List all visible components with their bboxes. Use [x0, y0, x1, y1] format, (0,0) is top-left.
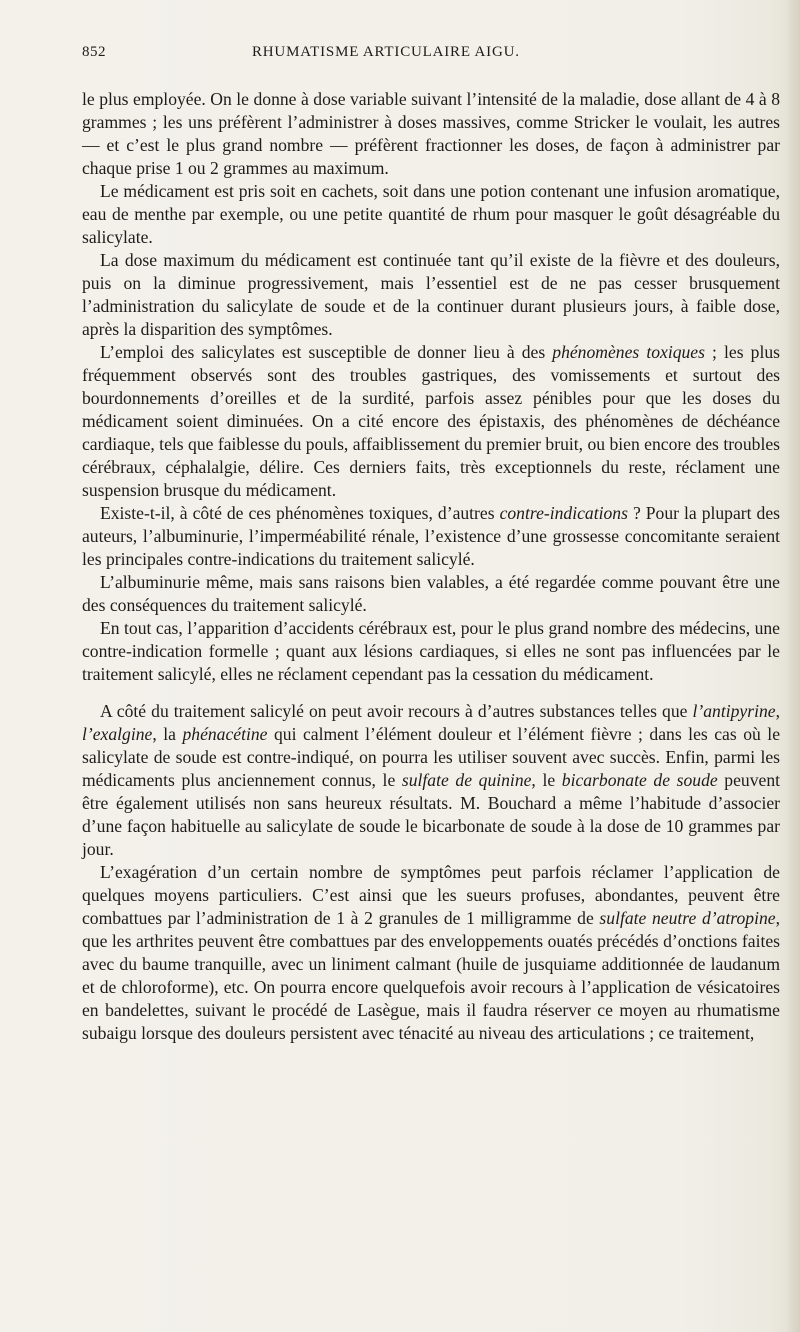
paragraph — [82, 88, 780, 180]
text-run: En tout cas, l’apparition d’accidents cérébraux est, pour le plus grand nombre des médecins, une contre-indication formelle ; quant aux lésions cardiaques, si elles ne sont pas influencées par le traitement salicylé, elles ne réclament cependant pas la cessation du médicament. — [82, 618, 780, 684]
text-run: Le médicament est pris soit en cachets, soit dans une potion contenant une infusion aromatique, eau de menthe par exemple, ou une petite quantité de rhum pour masquer le goût désagréable du salicylate. — [82, 181, 780, 247]
italic-term: contre-indications — [499, 503, 628, 523]
paragraph — [82, 861, 780, 1045]
italic-term: sulfate neutre d’atropine — [599, 908, 776, 928]
paragraph — [82, 180, 780, 249]
body-text — [82, 88, 780, 1045]
text-run: La dose maximum du médicament est continuée tant qu’il existe de la fièvre et des douleurs, puis on la diminue progressivement, mais l’essentiel est de ne pas cesser brusquement l’administration du salicylate de soude et de la continuer durant plusieurs jours, à faible dose, après la disparition des symptômes. — [82, 250, 780, 339]
page-edge-shadow — [786, 0, 800, 1332]
paragraph — [82, 617, 780, 686]
paragraph — [82, 249, 780, 341]
text-run: L’emploi des salicylates est susceptible de donner lieu à des — [100, 342, 553, 362]
text-run: , — [775, 701, 780, 721]
italic-term: l’antipyrine — [692, 701, 776, 721]
paragraph — [82, 502, 780, 571]
paragraph — [82, 700, 780, 861]
page-number: 852 — [82, 44, 106, 60]
text-run: L’albuminurie même, mais sans raisons bien valables, a été regardée comme pouvant être une des conséquences du traitement salicylé. — [82, 572, 780, 615]
text-run: peuvent être également utilisés non sans heureux résultats. M. Bouchard a même l’habitude d’associer d’une façon habituelle au salicylate de soude le bicarbonate de soude à la dose de 10 grammes par jour. — [82, 770, 780, 859]
italic-term: phénacétine — [182, 724, 268, 744]
running-title: RHUMATISME ARTICULAIRE AIGU. — [252, 44, 520, 60]
text-run: le plus employée. On le donne à dose variable suivant l’intensité de la maladie, dose allant de 4 à 8 grammes ; les uns préfèrent l’administrer à doses massives, comme Stricker le voulait, les autres — et c’est le plus grand nombre — préfèrent fractionner les doses, de façon à administrer par chaque prise 1 ou 2 grammes au maximum. — [82, 89, 780, 178]
italic-term: bicarbonate de soude — [561, 770, 718, 790]
page-header — [82, 44, 770, 68]
italic-term: phénomènes toxiques — [552, 342, 705, 362]
text-run: , le — [531, 770, 562, 790]
text-run: A côté du traitement salicylé on peut avoir recours à d’autres substances telles que — [100, 701, 693, 721]
italic-term: sulfate de quinine — [401, 770, 532, 790]
text-run: , la — [152, 724, 183, 744]
text-run: Existe-t-il, à côté de ces phénomènes toxiques, d’autres — [100, 503, 500, 523]
text-run: , que les arthrites peuvent être combattues par des enveloppements ouatés précédés d’onctions faites avec du baume tranquille, avec un liniment calmant (huile de jusquiame additionnée de laudanum et de chloroforme), etc. On pourra encore quelquefois avoir recours à l’application de vésicatoires en bandelettes, suivant le procédé de Lasègue, mais il faudra réserver ce moyen au rhumatisme subaigu lorsque des douleurs persistent avec ténacité au niveau des articulations ; ce traitement, — [82, 908, 780, 1043]
paragraph — [82, 571, 780, 617]
text-run: ? Pour la plupart des auteurs, l’albuminurie, l’imperméabilité rénale, l’existence d’une grossesse concomitante seraient les principales contre-indications du traitement salicylé. — [82, 503, 780, 569]
text-run: ; les plus fréquemment observés sont des troubles gastriques, des vomissements et surtout des bourdonnements d’oreilles et de la surdité, parfois assez pénibles pour que les doses du médicament soient diminuées. On a cité encore des épistaxis, des phénomènes de déchéance cardiaque, tels que faiblesse du pouls, affaiblissement du premier bruit, ou bien encore des troubles cérébraux, céphalalgie, délire. Ces derniers faits, très exceptionnels du reste, réclament une suspension brusque du médicament. — [82, 342, 780, 500]
text-run: qui calment l’élément douleur et l’élément fièvre ; dans les cas où le salicylate de soude est contre-indiqué, on pourra les utiliser souvent avec succès. Enfin, parmi les médicaments plus anciennement connus, le — [82, 724, 780, 790]
text-run: L’exagération d’un certain nombre de symptômes peut parfois réclamer l’application de quelques moyens particuliers. C’est ainsi que les sueurs profuses, abondantes, peuvent être combattues par l’administration de 1 à 2 granules de 1 milligramme de — [82, 862, 780, 928]
italic-term: l’exalgine — [82, 724, 153, 744]
paragraph — [82, 341, 780, 502]
